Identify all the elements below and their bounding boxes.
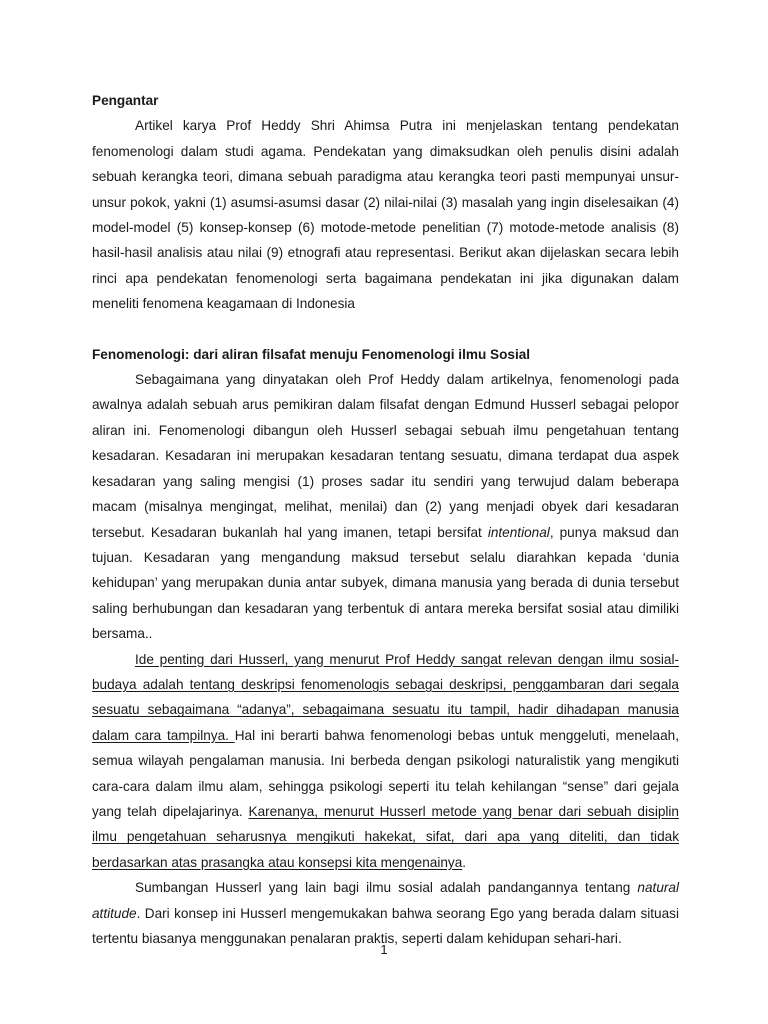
underlined-text: Ide penting dari Husserl, yang menurut Prof Heddy sangat relevan dengan ilmu sosial-budaya adalah tentang deskripsi fenomenologis sebagai deskripsi, penggambaran dari segala sesuatu sebagaimana “adanya”, sebagaimana sesuatu itu tampil, hadir dihadapan manusia dalam cara tampilnya.	[92, 651, 679, 743]
paragraph-husserl-consciousness	[92, 367, 679, 646]
paragraph-text: . Dari konsep ini Husserl mengemukakan bahwa seorang Ego yang berada dalam situasi tertentu biasanya menggunakan penalaran praktis, seperti dalam kehidupan sehari-hari.	[92, 905, 679, 946]
italic-term-natural-attitude: natural attitude	[92, 880, 679, 921]
paragraph-phenomenological-description	[92, 647, 679, 876]
paragraph-text: Hal ini berarti bahwa fenomenologi bebas untuk menggeluti, menelaah, semua wilayah pengalaman manusia. Ini berbeda dengan psikologi naturalistik yang mengikuti cara-cara dalam ilmu alam, sehingga psikologi seperti itu telah kehilangan “sense” dari gejala yang telah dipelajarinya.	[92, 727, 679, 819]
paragraph-text: .	[462, 854, 467, 870]
paragraph-intro: Artikel karya Prof Heddy Shri Ahimsa Putra ini menjelaskan tentang pendekatan fenomenologi dalam studi agama. Pendekatan yang dimaksudkan oleh penulis disini adalah sebuah kerangka teori, dimana sebuah paradigma atau kerangka teori pasti mempunyai unsur-unsur pokok, yakni (1) asumsi-asumsi dasar (2) nilai-nilai (3) masalah yang ingin diselesaikan (4) model-model (5) konsep-konsep (6) motode-metode penelitian (7) motode-metode analisis (8) hasil-hasil analisis atau nilai (9) etnografi atau representasi. Berikut akan dijelaskan secara lebih rinci apa pendekatan fenomenologi serta bagaimana pendekatan ini jika digunakan dalam meneliti fenomena keagamaan di Indonesia	[92, 118, 679, 312]
section-heading-fenomenologi: Fenomenologi: dari aliran filsafat menuju Fenomenologi ilmu Sosial	[92, 346, 531, 362]
section-heading-pengantar: Pengantar	[92, 93, 159, 108]
paragraph-gap	[92, 317, 679, 342]
document-page	[92, 88, 679, 951]
paragraph-text: Sumbangan Husserl yang lain bagi ilmu sosial adalah pandangannya tentang	[135, 880, 638, 896]
page-number: 1	[380, 942, 388, 957]
italic-term-intentional: intentional	[487, 524, 550, 540]
underlined-text: Karenanya, menurut Husserl metode yang benar dari sebuah disiplin ilmu pengetahuan seharusnya mengikuti hakekat, sifat, dari apa yang diteliti, dan tidak berdasarkan atas prasangka atau konsepsi kita mengenainya	[92, 803, 679, 870]
paragraph-text: Sebagaimana yang dinyatakan oleh Prof Heddy dalam artikelnya, fenomenologi pada awalnya adalah sebuah arus pemikiran dalam filsafat dengan Edmund Husserl sebagai pelopor aliran ini. Fenomenologi dibangun oleh Husserl sebagai sebuah ilmu pengetahuan tentang kesadaran. Kesadaran ini merupakan kesadaran tentang sesuatu, dimana terdapat dua aspek kesadaran yang saling mengisi (1) proses sadar itu sendiri yang terwujud dalam beberapa macam (misalnya mengingat, melihat, menilai) dan (2) yang menjadi obyek dari kesadaran tersebut. Kesadaran bukanlah hal yang imanen, tetapi bersifat	[92, 372, 679, 540]
paragraph-text: , punya maksud dan tujuan. Kesadaran yang mengandung maksud tersebut selalu diarahkan kepada ‘dunia kehidupan’ yang merupakan dunia antar subyek, dimana manusia yang berada di dunia tersebut saling berhubungan dan kesadaran yang terbentuk di antara mereka bersifat sosial atau dimiliki bersama..	[92, 524, 679, 642]
